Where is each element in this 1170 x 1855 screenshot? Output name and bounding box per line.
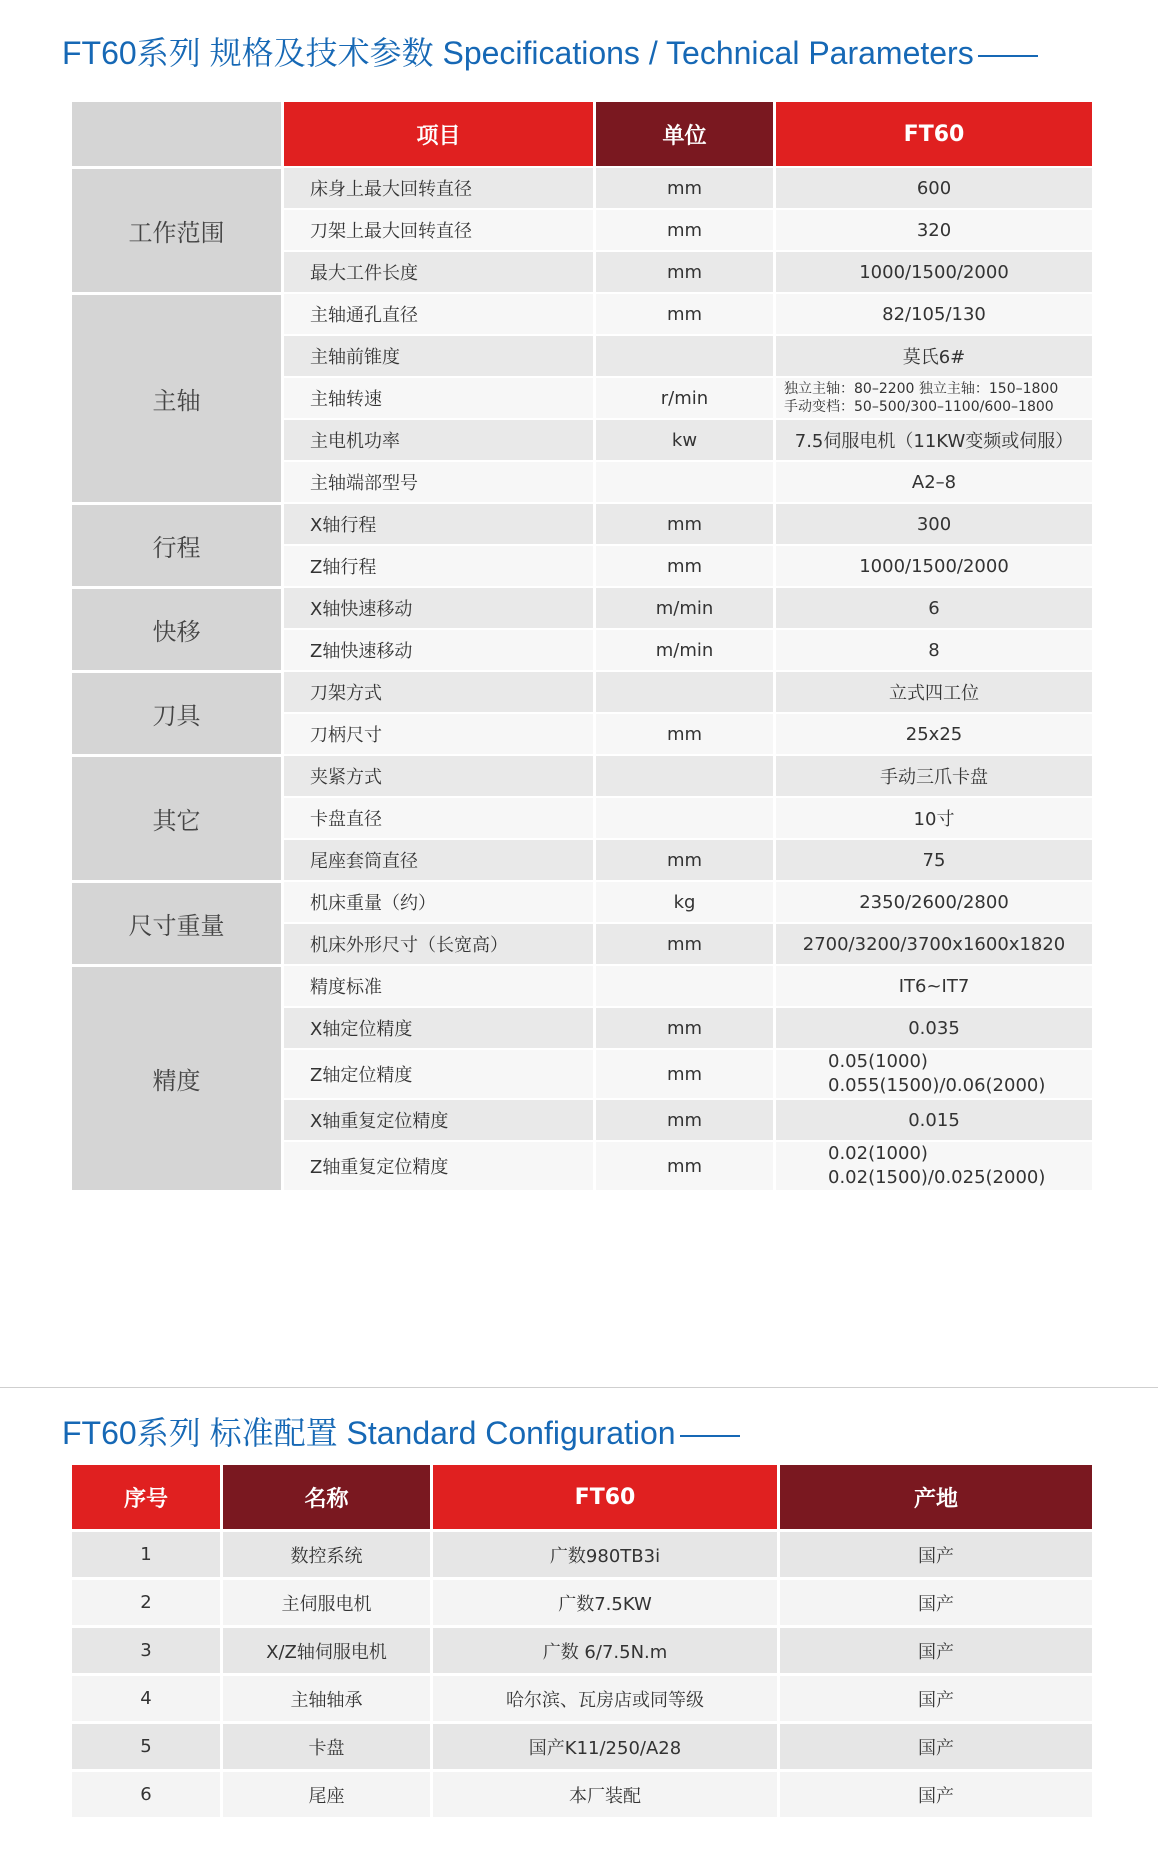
spec-item: 主轴前锥度 xyxy=(284,334,596,376)
spec-value: 手动三爪卡盘 xyxy=(776,754,1092,796)
config-table xyxy=(72,1465,1092,1817)
spec-item: 刀架上最大回转直径 xyxy=(284,208,596,250)
spec-item: 刀架方式 xyxy=(284,670,596,712)
spec-item: 机床外形尺寸（长宽高） xyxy=(284,922,596,964)
config-model: 国产K11/250/A28 xyxy=(433,1721,780,1769)
config-row xyxy=(72,1529,1092,1577)
spec-value: 0.035 xyxy=(776,1006,1092,1048)
spec-unit xyxy=(596,796,776,838)
config-origin: 国产 xyxy=(780,1673,1092,1721)
config-origin: 国产 xyxy=(780,1721,1092,1769)
spec-item: 卡盘直径 xyxy=(284,796,596,838)
spec-table xyxy=(72,102,1092,1190)
spec-row xyxy=(72,166,1092,208)
title-dash xyxy=(680,1435,740,1437)
spec-item: 主轴端部型号 xyxy=(284,460,596,502)
spec-value: 1000/1500/2000 xyxy=(776,250,1092,292)
spec-unit: mm xyxy=(596,208,776,250)
spec-value: A2–8 xyxy=(776,460,1092,502)
spec-item: 床身上最大回转直径 xyxy=(284,166,596,208)
spec-unit xyxy=(596,460,776,502)
spec-value-line1: 独立主轴：80–2200 独立主轴：150–1800 xyxy=(784,381,1059,397)
spec-value-line1: 0.05(1000) xyxy=(828,1051,928,1072)
spec-item: 机床重量（约） xyxy=(284,880,596,922)
spec-category: 快移 xyxy=(72,586,284,670)
config-header-no: 序号 xyxy=(72,1465,223,1529)
spec-item: 主电机功率 xyxy=(284,418,596,460)
spec-unit: mm xyxy=(596,1048,776,1098)
spec-item: 夹紧方式 xyxy=(284,754,596,796)
spec-item: Z轴行程 xyxy=(284,544,596,586)
spec-unit: r/min xyxy=(596,376,776,418)
spec-title-cn: FT60系列 规格及技术参数 xyxy=(62,35,434,71)
spec-category: 工作范围 xyxy=(72,166,284,292)
spec-value: 莫氏6# xyxy=(776,334,1092,376)
spec-category: 刀具 xyxy=(72,670,284,754)
config-row xyxy=(72,1625,1092,1673)
config-row xyxy=(72,1721,1092,1769)
spec-value: 75 xyxy=(776,838,1092,880)
config-name: X/Z轴伺服电机 xyxy=(223,1625,433,1673)
config-no: 1 xyxy=(72,1529,223,1577)
spec-unit: mm xyxy=(596,1140,776,1190)
spec-row xyxy=(72,964,1092,1006)
config-no: 6 xyxy=(72,1769,223,1817)
spec-value: 8 xyxy=(776,628,1092,670)
spec-item: 精度标准 xyxy=(284,964,596,1006)
spec-item: 主轴通孔直径 xyxy=(284,292,596,334)
spec-value-line2: 0.02(1500)/0.025(2000) xyxy=(828,1167,1046,1188)
spec-value: 320 xyxy=(776,208,1092,250)
config-header-row xyxy=(72,1465,1092,1529)
config-name: 主伺服电机 xyxy=(223,1577,433,1625)
spec-unit: mm xyxy=(596,712,776,754)
config-no: 5 xyxy=(72,1721,223,1769)
spec-category: 行程 xyxy=(72,502,284,586)
config-no: 3 xyxy=(72,1625,223,1673)
spec-value: 6 xyxy=(776,586,1092,628)
config-model: 本厂装配 xyxy=(433,1769,780,1817)
spec-item: 最大工件长度 xyxy=(284,250,596,292)
spec-item: Z轴定位精度 xyxy=(284,1048,596,1098)
spec-item: 尾座套筒直径 xyxy=(284,838,596,880)
spec-value: 2700/3200/3700x1600x1820 xyxy=(776,922,1092,964)
spec-unit: m/min xyxy=(596,628,776,670)
config-row xyxy=(72,1577,1092,1625)
config-section-title xyxy=(62,1408,740,1454)
config-header-model: FT60 xyxy=(433,1465,780,1529)
spec-category: 主轴 xyxy=(72,292,284,502)
spec-header-blank xyxy=(72,102,284,166)
spec-unit: mm xyxy=(596,922,776,964)
config-no: 2 xyxy=(72,1577,223,1625)
spec-category: 精度 xyxy=(72,964,284,1190)
spec-item: Z轴快速移动 xyxy=(284,628,596,670)
spec-value: IT6~IT7 xyxy=(776,964,1092,1006)
spec-value: 82/105/130 xyxy=(776,292,1092,334)
spec-unit: mm xyxy=(596,544,776,586)
spec-value: 300 xyxy=(776,502,1092,544)
section-divider xyxy=(0,1387,1158,1388)
spec-unit: m/min xyxy=(596,586,776,628)
config-origin: 国产 xyxy=(780,1625,1092,1673)
config-name: 尾座 xyxy=(223,1769,433,1817)
config-row xyxy=(72,1769,1092,1817)
config-header-origin: 产地 xyxy=(780,1465,1092,1529)
config-no: 4 xyxy=(72,1673,223,1721)
spec-item: 主轴转速 xyxy=(284,376,596,418)
config-model: 广数 6/7.5N.m xyxy=(433,1625,780,1673)
spec-value xyxy=(776,376,1092,418)
spec-value-line2: 0.055(1500)/0.06(2000) xyxy=(828,1075,1046,1096)
config-model: 广数7.5KW xyxy=(433,1577,780,1625)
spec-unit: mm xyxy=(596,1006,776,1048)
spec-row xyxy=(72,586,1092,628)
spec-item: X轴重复定位精度 xyxy=(284,1098,596,1140)
spec-value: 1000/1500/2000 xyxy=(776,544,1092,586)
spec-unit xyxy=(596,754,776,796)
spec-value-line2: 手动变档：50–500/300–1100/600–1800 xyxy=(784,399,1054,415)
spec-value: 2350/2600/2800 xyxy=(776,880,1092,922)
spec-category: 其它 xyxy=(72,754,284,880)
spec-item: 刀柄尺寸 xyxy=(284,712,596,754)
config-origin: 国产 xyxy=(780,1769,1092,1817)
spec-unit xyxy=(596,670,776,712)
spec-value xyxy=(776,1140,1092,1190)
config-origin: 国产 xyxy=(780,1577,1092,1625)
spec-value: 600 xyxy=(776,166,1092,208)
config-title-cn: FT60系列 标准配置 xyxy=(62,1415,338,1451)
spec-value-line1: 0.02(1000) xyxy=(828,1143,928,1164)
spec-header-unit: 单位 xyxy=(596,102,776,166)
spec-unit: mm xyxy=(596,838,776,880)
spec-unit: mm xyxy=(596,1098,776,1140)
spec-value: 7.5伺服电机（11KW变频或伺服） xyxy=(776,418,1092,460)
spec-unit: mm xyxy=(596,502,776,544)
spec-row xyxy=(72,754,1092,796)
spec-unit: mm xyxy=(596,292,776,334)
spec-row xyxy=(72,502,1092,544)
title-dash xyxy=(978,55,1038,57)
config-model: 哈尔滨、瓦房店或同等级 xyxy=(433,1673,780,1721)
spec-value: 立式四工位 xyxy=(776,670,1092,712)
spec-value: 0.015 xyxy=(776,1098,1092,1140)
spec-unit: mm xyxy=(596,166,776,208)
spec-unit: mm xyxy=(596,250,776,292)
config-name: 数控系统 xyxy=(223,1529,433,1577)
spec-header-model: FT60 xyxy=(776,102,1092,166)
spec-unit: kw xyxy=(596,418,776,460)
spec-title-en: Specifications / Technical Parameters xyxy=(442,35,974,71)
spec-unit: kg xyxy=(596,880,776,922)
spec-row xyxy=(72,880,1092,922)
config-origin: 国产 xyxy=(780,1529,1092,1577)
spec-unit xyxy=(596,334,776,376)
spec-unit xyxy=(596,964,776,1006)
config-header-name: 名称 xyxy=(223,1465,433,1529)
spec-item: X轴快速移动 xyxy=(284,586,596,628)
spec-header-item: 项目 xyxy=(284,102,596,166)
spec-header-row xyxy=(72,102,1092,166)
config-name: 主轴轴承 xyxy=(223,1673,433,1721)
spec-category: 尺寸重量 xyxy=(72,880,284,964)
config-model: 广数980TB3i xyxy=(433,1529,780,1577)
config-name: 卡盘 xyxy=(223,1721,433,1769)
spec-row xyxy=(72,292,1092,334)
spec-section-title xyxy=(62,28,1038,74)
config-row xyxy=(72,1673,1092,1721)
spec-value: 10寸 xyxy=(776,796,1092,838)
spec-item: Z轴重复定位精度 xyxy=(284,1140,596,1190)
spec-item: X轴定位精度 xyxy=(284,1006,596,1048)
spec-value xyxy=(776,1048,1092,1098)
spec-row xyxy=(72,670,1092,712)
config-title-en: Standard Configuration xyxy=(346,1415,676,1451)
spec-item: X轴行程 xyxy=(284,502,596,544)
spec-value: 25x25 xyxy=(776,712,1092,754)
